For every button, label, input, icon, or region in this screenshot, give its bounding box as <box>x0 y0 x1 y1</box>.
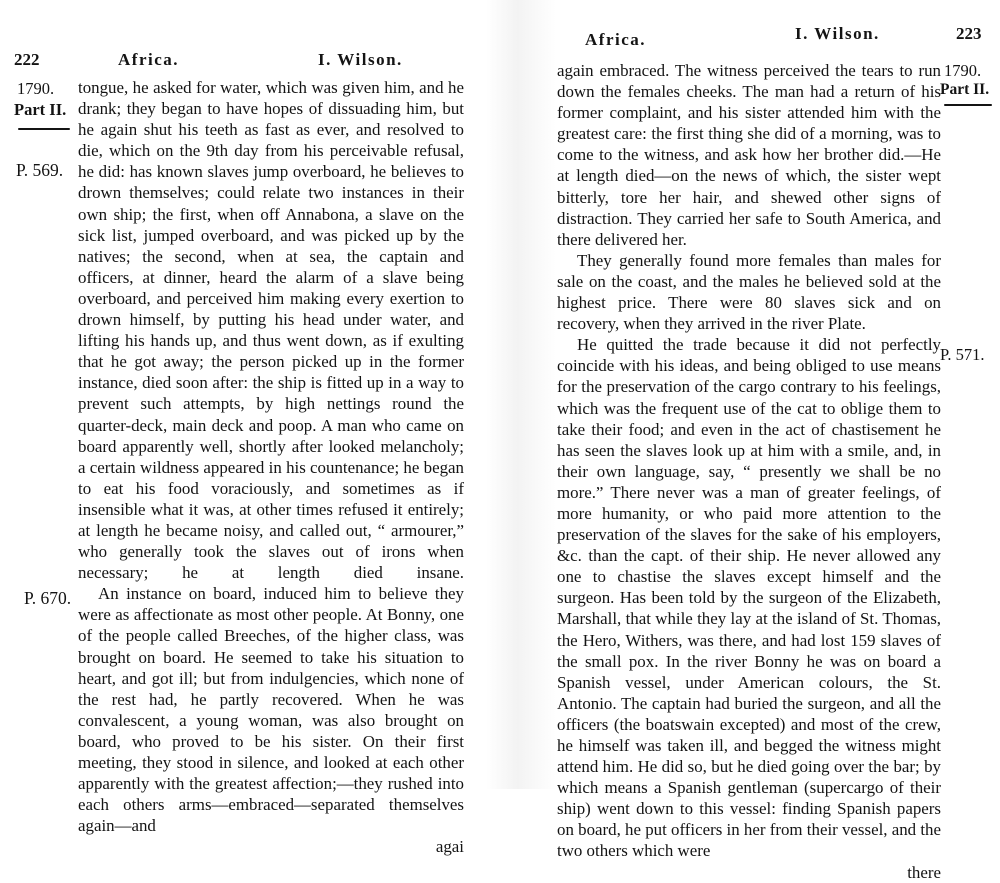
margin-part: Part II. <box>14 100 67 119</box>
running-head-right: I. Wilson. <box>318 50 403 69</box>
catchword: there <box>907 862 941 882</box>
margin-page-ref: P. 571. <box>940 345 985 364</box>
paragraph: He quitted the trade because it did not perfectly coincide with his ideas, and being obliged to use means for the preservation of the cargo contrary to his feelings, which was the frequent use of the cat to oblige them to take their food; and even in the act of chastisement he has seen the slaves look up at him with a smile, and, in their own language, say, “ presently we shall be no more.” There never was a man of greater feelings, of more humanity, or who paid more attention to the preservation of the slaves for the sake of his employers, &c. than the capt. of their ship. He never allowed any one to chastise the slaves except himself and the surgeon. Has been told by the surgeon of the Elizabeth, Marshall, that while they lay at the island of St. Thomas, the Hero, Withers, was there, and had lost 159 slaves of the small pox. In the river Bonny he was on board a Spanish vessel, under American colours, the St. Antonio. The captain had buried the surgeon, and all the officers (the boatswain excepted) and most of the crew, he himself was taken ill, and begged the witness might attend him. He did so, but he died going over the bar; by which means a Spanish gentleman (supercargo of their ship) went down to this vessel: finding Spanish papers on board, he put officers in her from their vessel, and the two others which were <box>557 335 941 861</box>
margin-part: Part II. <box>940 81 990 98</box>
margin-page-ref: P. 569. <box>16 160 64 180</box>
margin-year: 1790. <box>944 61 982 80</box>
paragraph: again embraced. The witness perceived the tears to run down the females cheeks. The man had a return of his former complaint, and his sister attended him with the greatest care: the first thing she did of a morning, was to come to the witness, and ask how her brother did.—He at length died—on the news of which, the sister wept bitterly, tore her hair, and shewed other signs of distraction. They carried her safe to South America, and there delivered her. <box>557 61 941 249</box>
page-number: 223 <box>956 24 982 43</box>
catchword: agai <box>435 837 464 857</box>
margin-page-ref: P. 670. <box>24 588 72 608</box>
paragraph: An instance on board, induced him to believe they were as affectionate as most other people. At Bonny, one of the people called Breeches, of the higher class, was brought on board. He seemed to take his situation to heart, and got ill; but from indulgencies, which none of the rest had, he partly recovered. When he was convalescent, a young woman, was also brought on board, who proved to be his sister. On their first meeting, they stood in silence, and looked at each other apparently with the greatest affection;—they rushed into each others arms—embraced—separated themselves again—and <box>78 584 464 836</box>
page-number: 222 <box>14 50 40 69</box>
paragraph: tongue, he asked for water, which was given him, and he drank; they began to have hopes of dissuading him, but he again shut his teeth as fast as ever, and resolved to die, which on the 9th day from his perceivable refusal, he did: has known slaves jump overboard, he believes to drown themselves; could relate two instances in their own ship; the first, when off Annabona, a slave on the sick list, jumped overboard, and was picked up by the natives; the second, when at sea, the captain and officers, at dinner, heard the alarm of a slave being overboard, and perceived him making every exertion to drown himself, by putting his head under water, and lifting his hands up, and thus went down, as if exulting that he got away; the person picked up in the former instance, died soon after: the ship is fitted up in a way to prevent such attempts, by high nettings round the quarter-deck, main deck and poop. A man who came on board apparently well, shortly after looked melancholy; a certain wildness appeared in his countenance; he began to eat his food voraciously, and sometimes as if insensible what it was, at other times refused it entirely; at length he became noisy, and called out, “ armourer,” who generally took the slaves out of irons when necessary; he at length died insane. <box>78 78 464 583</box>
margin-year: 1790. <box>17 79 55 98</box>
running-head-left: Africa. <box>118 50 180 69</box>
running-head-right: I. Wilson. <box>795 24 880 43</box>
margin-rule <box>944 104 992 106</box>
paragraph: They generally found more females than males for sale on the coast, and the males he believed sold at the highest price. There were 80 slaves sick and on recovery, when they arrived in the river Plate. <box>557 250 941 334</box>
running-head-left: Africa. <box>585 30 647 49</box>
right-body-text <box>557 60 941 883</box>
